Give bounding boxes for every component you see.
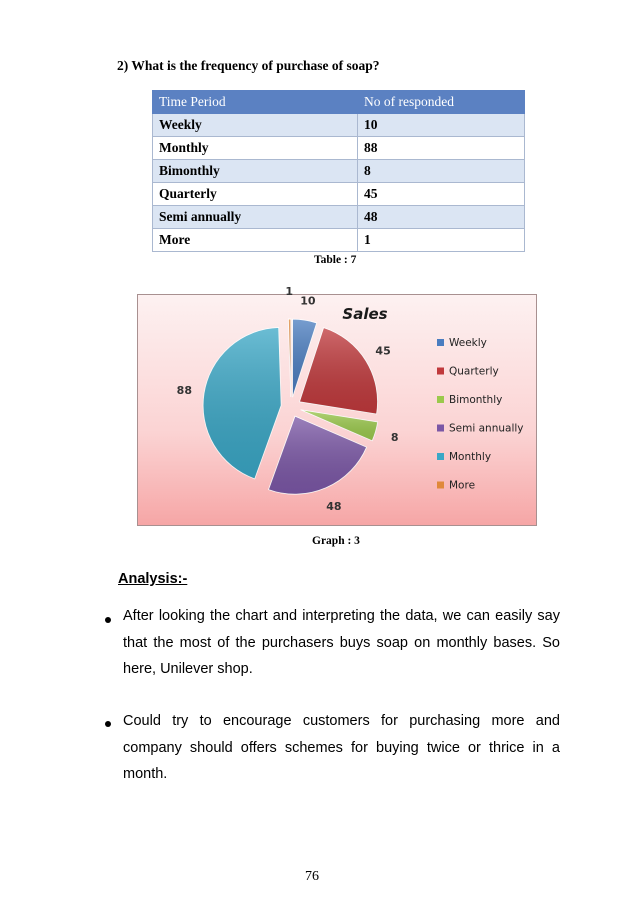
legend-swatch bbox=[437, 425, 444, 432]
chart-title: Sales bbox=[342, 305, 388, 323]
question-heading: 2) What is the frequency of purchase of soap? bbox=[117, 58, 380, 73]
legend-swatch bbox=[437, 396, 444, 403]
data-label: 88 bbox=[176, 384, 192, 398]
graph-caption: Graph : 3 bbox=[312, 535, 360, 547]
table-row bbox=[153, 206, 525, 229]
legend-label: Semi annually bbox=[449, 422, 524, 435]
bullet-icon bbox=[105, 721, 111, 727]
cell-period: Quarterly bbox=[153, 183, 358, 206]
legend-label: Monthly bbox=[449, 451, 492, 463]
data-label: 48 bbox=[326, 500, 342, 514]
legend-swatch bbox=[437, 482, 444, 489]
data-label: 45 bbox=[375, 344, 391, 358]
table-header-row bbox=[153, 91, 525, 114]
data-label: 1 bbox=[285, 285, 294, 299]
cell-count: 88 bbox=[358, 137, 525, 160]
analysis-heading: Analysis:- bbox=[118, 571, 188, 587]
cell-period: Monthly bbox=[153, 137, 358, 160]
legend-label: Bimonthly bbox=[449, 394, 503, 406]
pie-slice-shading bbox=[288, 319, 290, 397]
cell-count: 1 bbox=[358, 229, 525, 252]
header-responded: No of responded bbox=[358, 91, 525, 114]
legend-label: Weekly bbox=[449, 337, 487, 349]
page-number: 76 bbox=[305, 869, 319, 884]
cell-count: 48 bbox=[358, 206, 525, 229]
cell-period: More bbox=[153, 229, 358, 252]
data-label: 10 bbox=[300, 294, 316, 308]
table-row bbox=[153, 183, 525, 206]
table-row bbox=[153, 160, 525, 183]
cell-period: Semi annually bbox=[153, 206, 358, 229]
pie-chart bbox=[138, 285, 536, 525]
cell-count: 8 bbox=[358, 160, 525, 183]
bullet-icon bbox=[105, 617, 111, 623]
header-time-period: Time Period bbox=[153, 91, 358, 114]
table-row bbox=[153, 137, 525, 160]
cell-count: 45 bbox=[358, 183, 525, 206]
frequency-table bbox=[152, 90, 525, 252]
legend-swatch bbox=[437, 368, 444, 375]
analysis-bullet-1: After looking the chart and interpreting the data, we can easily say that the most of the purchasers buys soap on monthly bases. So here, Unilever shop. bbox=[123, 608, 560, 677]
legend-label: Quarterly bbox=[449, 365, 499, 378]
legend-label: More bbox=[449, 479, 476, 492]
cell-count: 10 bbox=[358, 114, 525, 137]
legend-swatch bbox=[437, 453, 444, 460]
legend-swatch bbox=[437, 339, 444, 346]
pie-chart-area bbox=[137, 285, 537, 526]
pie-slice-shading bbox=[203, 327, 281, 478]
table-caption: Table : 7 bbox=[314, 254, 357, 266]
analysis-bullet-2: Could try to encourage customers for purchasing more and company should offers schemes for buying twice or thrice in a month. bbox=[123, 713, 560, 782]
table-row bbox=[153, 229, 525, 252]
cell-period: Bimonthly bbox=[153, 160, 358, 183]
data-label: 8 bbox=[390, 431, 399, 445]
cell-period: Weekly bbox=[153, 114, 358, 137]
table-row bbox=[153, 114, 525, 137]
